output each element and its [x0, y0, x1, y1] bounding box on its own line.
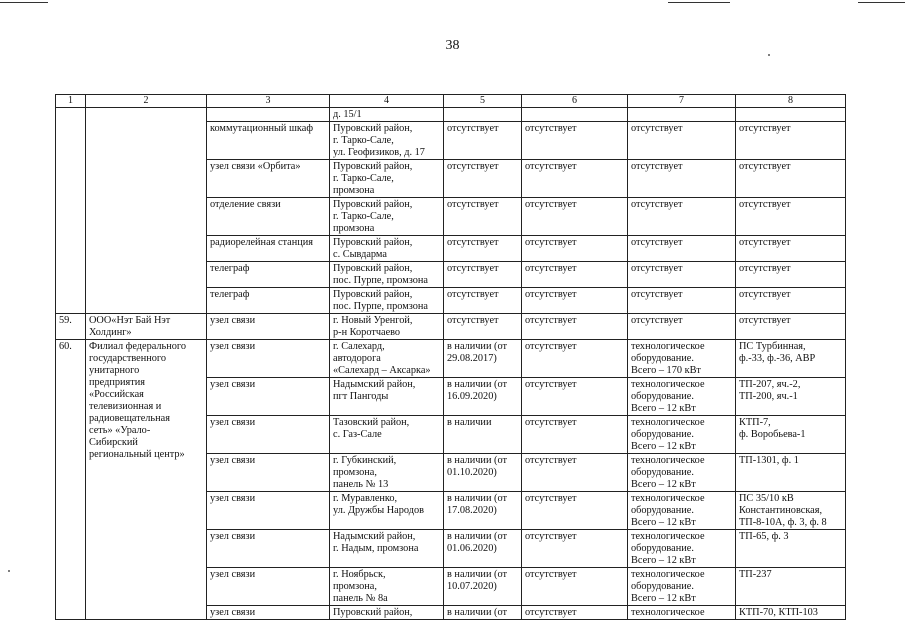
object-name: узел связи: [207, 378, 330, 416]
reserve-status: отсутствует: [522, 378, 628, 416]
reserve-status: отсутствует: [522, 568, 628, 606]
power-source: отсутствует: [736, 288, 846, 314]
connection-status: отсутствует: [444, 198, 522, 236]
power-load: отсутствует: [628, 160, 736, 198]
connection-status: отсутствует: [444, 160, 522, 198]
object-name: [207, 108, 330, 122]
connection-status: в наличии (от 29.08.2017): [444, 340, 522, 378]
page-number: 38: [445, 38, 460, 53]
object-address: Пуровский район, пос. Пурпе, промзона: [330, 262, 444, 288]
object-name: радиорелейная станция: [207, 236, 330, 262]
connection-status: в наличии (от 01.06.2020): [444, 530, 522, 568]
connection-status: [444, 108, 522, 122]
table-row: [56, 340, 846, 378]
object-address: г. Муравленко, ул. Дружбы Народов: [330, 492, 444, 530]
power-source: отсутствует: [736, 236, 846, 262]
connection-status: в наличии (от 17.08.2020): [444, 492, 522, 530]
object-address: Пуровский район, с. Сывдарма: [330, 236, 444, 262]
object-address: Пуровский район, г. Тарко-Сале, промзона: [330, 160, 444, 198]
object-name: телеграф: [207, 262, 330, 288]
object-name: узел связи: [207, 530, 330, 568]
connection-status: отсутствует: [444, 314, 522, 340]
power-source: отсутствует: [736, 314, 846, 340]
power-load: технологическое оборудование. Всего – 12 кВт: [628, 568, 736, 606]
reserve-status: отсутствует: [522, 122, 628, 160]
power-source: отсутствует: [736, 198, 846, 236]
power-load: отсутствует: [628, 236, 736, 262]
connection-status: отсутствует: [444, 262, 522, 288]
column-header: 3: [207, 95, 330, 108]
row-number: [56, 108, 86, 314]
reserve-status: отсутствует: [522, 492, 628, 530]
reserve-status: отсутствует: [522, 340, 628, 378]
connection-status: в наличии (от 01.10.2020): [444, 454, 522, 492]
object-name: узел связи: [207, 314, 330, 340]
power-load: отсутствует: [628, 122, 736, 160]
column-header: 6: [522, 95, 628, 108]
object-address: Надымский район, г. Надым, промзона: [330, 530, 444, 568]
object-address: г. Губкинский, промзона, панель № 13: [330, 454, 444, 492]
power-source: отсутствует: [736, 262, 846, 288]
connection-status: в наличии: [444, 416, 522, 454]
object-name: телеграф: [207, 288, 330, 314]
power-source: ТП-237: [736, 568, 846, 606]
object-name: узел связи: [207, 340, 330, 378]
power-load: технологическое оборудование. Всего – 170 кВт: [628, 340, 736, 378]
column-header: 5: [444, 95, 522, 108]
reserve-status: отсутствует: [522, 198, 628, 236]
power-load: отсутствует: [628, 198, 736, 236]
organization-name: ООО«Нэт Бай Нэт Холдинг»: [86, 314, 207, 340]
object-address: Надымский район, пгт Пангоды: [330, 378, 444, 416]
reserve-status: отсутствует: [522, 262, 628, 288]
power-load: [628, 108, 736, 122]
table-row: [56, 108, 846, 122]
object-name: отделение связи: [207, 198, 330, 236]
object-address: Пуровский район, г. Тарко-Сале, ул. Геофизиков, д. 17: [330, 122, 444, 160]
scan-speck: [768, 54, 770, 56]
connection-status: отсутствует: [444, 288, 522, 314]
reserve-status: отсутствует: [522, 160, 628, 198]
power-source: отсутствует: [736, 122, 846, 160]
column-header: 7: [628, 95, 736, 108]
object-name: узел связи: [207, 568, 330, 606]
power-load: технологическое оборудование. Всего – 12 кВт: [628, 378, 736, 416]
object-name: узел связи: [207, 606, 330, 620]
organization-name: [86, 108, 207, 314]
object-name: узел связи: [207, 454, 330, 492]
power-load: технологическое оборудование. Всего – 12 кВт: [628, 492, 736, 530]
object-name: узел связи: [207, 416, 330, 454]
table-row: [56, 314, 846, 340]
reserve-status: [522, 108, 628, 122]
object-address: г. Новый Уренгой, р-н Коротчаево: [330, 314, 444, 340]
reserve-status: отсутствует: [522, 416, 628, 454]
header-row: [56, 95, 846, 108]
column-header: 8: [736, 95, 846, 108]
object-address: Пуровский район, пос. Пурпе, промзона: [330, 288, 444, 314]
power-source: КТП-7, ф. Воробьева-1: [736, 416, 846, 454]
connection-status: в наличии (от 16.09.2020): [444, 378, 522, 416]
object-address: Пуровский район, г. Тарко-Сале, промзона: [330, 198, 444, 236]
column-header: 4: [330, 95, 444, 108]
top-left-rule: [0, 2, 48, 3]
object-address: Тазовский район, с. Газ-Сале: [330, 416, 444, 454]
row-number: 60.: [56, 340, 86, 620]
power-source: ТП-65, ф. 3: [736, 530, 846, 568]
object-address: г. Ноябрьск, промзона, панель № 8а: [330, 568, 444, 606]
power-load: отсутствует: [628, 288, 736, 314]
connection-status: отсутствует: [444, 236, 522, 262]
top-right-rule: [858, 2, 905, 3]
power-load: отсутствует: [628, 262, 736, 288]
connection-status: в наличии (от: [444, 606, 522, 620]
scan-speck: [8, 570, 10, 572]
power-load: технологическое оборудование. Всего – 12 кВт: [628, 454, 736, 492]
reserve-status: отсутствует: [522, 288, 628, 314]
object-name: узел связи «Орбита»: [207, 160, 330, 198]
registry-table: [55, 94, 846, 620]
reserve-status: отсутствует: [522, 606, 628, 620]
connection-status: в наличии (от 10.07.2020): [444, 568, 522, 606]
object-address: г. Салехард, автодорога «Салехард – Аксарка»: [330, 340, 444, 378]
object-name: узел связи: [207, 492, 330, 530]
power-source: ПС 35/10 кВ Константиновская, ТП-8-10А, ф. 3, ф. 8: [736, 492, 846, 530]
power-source: [736, 108, 846, 122]
row-number: 59.: [56, 314, 86, 340]
power-source: КТП-70, КТП-103: [736, 606, 846, 620]
reserve-status: отсутствует: [522, 236, 628, 262]
column-header: 1: [56, 95, 86, 108]
column-header: 2: [86, 95, 207, 108]
object-address: д. 15/1: [330, 108, 444, 122]
power-source: ПС Турбинная, ф.-33, ф.-36, АВР: [736, 340, 846, 378]
organization-name: Филиал федерального государственного унитарного предприятия «Российская телевизионная и радиовещательная сеть» «Урало- Сибирский региональный центр»: [86, 340, 207, 620]
reserve-status: отсутствует: [522, 314, 628, 340]
power-source: отсутствует: [736, 160, 846, 198]
top-mid-rule: [668, 2, 730, 3]
power-source: ТП-1301, ф. 1: [736, 454, 846, 492]
reserve-status: отсутствует: [522, 530, 628, 568]
power-load: технологическое оборудование. Всего – 12 кВт: [628, 416, 736, 454]
power-load: технологическое оборудование. Всего – 12 кВт: [628, 530, 736, 568]
power-load: отсутствует: [628, 314, 736, 340]
connection-status: отсутствует: [444, 122, 522, 160]
reserve-status: отсутствует: [522, 454, 628, 492]
power-source: ТП-207, яч.-2, ТП-200, яч.-1: [736, 378, 846, 416]
object-address: Пуровский район,: [330, 606, 444, 620]
power-load: технологическое: [628, 606, 736, 620]
object-name: коммутационный шкаф: [207, 122, 330, 160]
